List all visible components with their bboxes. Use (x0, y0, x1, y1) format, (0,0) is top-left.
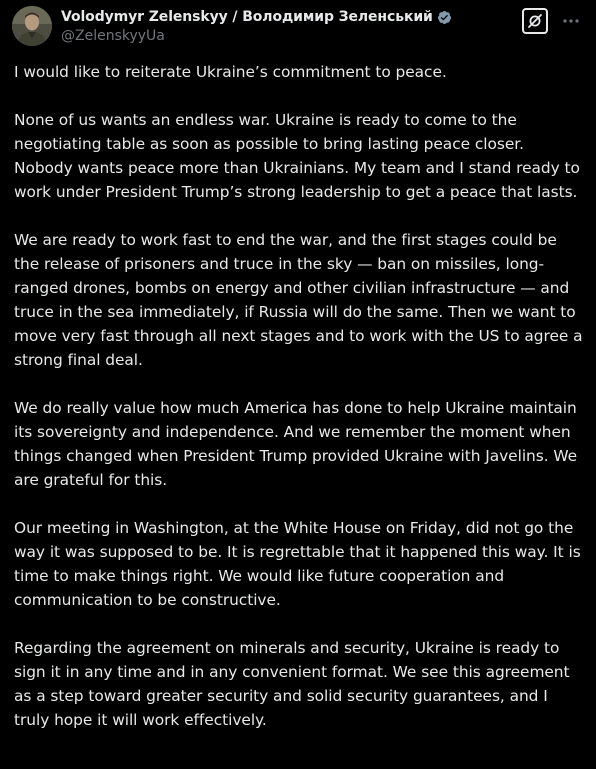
more-options-icon (562, 18, 580, 24)
author-name-row (61, 9, 452, 25)
grok-button[interactable] (522, 8, 548, 34)
post-paragraph: We are ready to work fast to end the war, and the first stages could be the release of prisoners and truce in the sky — ban on missiles, long-ranged drones, bombs on energy and other civilian infrastructure — and truce in the sea immediately, if Russia will do the same. Then we want to move very fast through all next stages and to work with the US to agree a strong final deal. (14, 231, 583, 369)
post-paragraph: Our meeting in Washington, at the White House on Friday, did not go the way it was supposed to be. It is regrettable that it happened this way. It is time to make things right. We would like future cooperation and communication to be constructive. (14, 519, 581, 609)
avatar[interactable] (12, 6, 52, 46)
post-paragraph: None of us wants an endless war. Ukraine is ready to come to the negotiating table as soon as possible to bring lasting peace closer. Nobody wants peace more than Ukrainians. My team and I stand ready to work under President Trump’s strong leadership to get a peace that lasts. (14, 111, 580, 201)
grok-icon (527, 13, 543, 29)
avatar-photo (12, 6, 52, 46)
verified-badge-icon[interactable] (437, 10, 452, 25)
post-body (14, 60, 586, 732)
author-handle[interactable]: @ZelenskyyUa (61, 28, 165, 44)
more-options-button[interactable] (560, 12, 582, 30)
post-paragraph: We do really value how much America has done to help Ukraine maintain its sovereignty and independence. And we remember the moment when things changed when President Trump provided Ukraine with Javelins. We are grateful for this. (14, 399, 578, 489)
author-display-name[interactable]: Volodymyr Zelenskyy / Володимир Зеленський (61, 9, 433, 25)
post-paragraph: I would like to reiterate Ukraine’s commitment to peace. (14, 63, 447, 81)
post-paragraph: Regarding the agreement on minerals and security, Ukraine is ready to sign it in any time and in any convenient format. We see this agreement as a step toward greater security and solid security guarantees, and I truly hope it will work effectively. (14, 639, 570, 729)
